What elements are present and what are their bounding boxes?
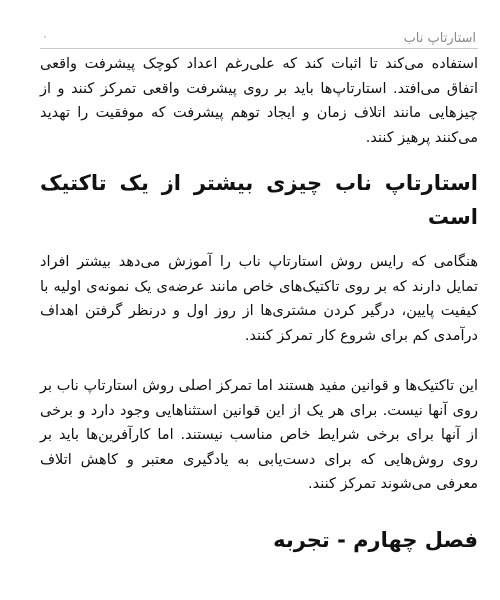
body-paragraph-3: این تاکتیک‌ها و قوانین مفید هستند اما تمرکز اصلی روش استارتاپ ناب بر روی آنها نیست. برای هر یک از این قوانین استثناهایی وجود دارد و برخی از آنها برای برخی شرایط خاص مناسب نیستند. اما کارآفرین‌ها باید بر روی روش‌هایی که برای دست‌یابی به یادگیری معتبر و کاهش اتلاف معرفی می‌شوند تمرکز کنند. <box>40 378 478 492</box>
chapter-heading: فصل چهارم - تجربه <box>273 527 478 552</box>
page-number: ۰ <box>42 30 48 43</box>
header-title: استارتاپ ناب <box>403 31 476 46</box>
page-content <box>40 52 478 557</box>
section-heading-1: استارتاپ ناب چیزی بیشتر از یک تاکتیک است <box>40 171 478 229</box>
page-header <box>40 28 478 49</box>
body-paragraph-2: هنگامی که رایس روش استارتاپ ناب را آموزش می‌دهد بیشتر افراد تمایل دارند که بر روی تاکتیک‌های خاص مانند عرضه‌ی یک نمونه‌ی اولیه با کیفیت پایین، درگیر کردن مشتری‌ها از روز اول و درنظر گرفتن اهداف درآمدی کم برای شروع کار تمرکز کنند. <box>40 254 478 344</box>
body-paragraph-1: استفاده می‌کند تا اثبات کند که علی‌رغم اعداد کوچک پیشرفت واقعی اتفاق می‌افتد. استارتاپ‌ها باید بر روی پیشرفت واقعی تمرکز کنند و از چیزهایی مانند اتلاف زمان و ایجاد توهم پیشرفت که موفقیت را تهدید می‌کنند پرهیز کنند. <box>40 56 478 146</box>
